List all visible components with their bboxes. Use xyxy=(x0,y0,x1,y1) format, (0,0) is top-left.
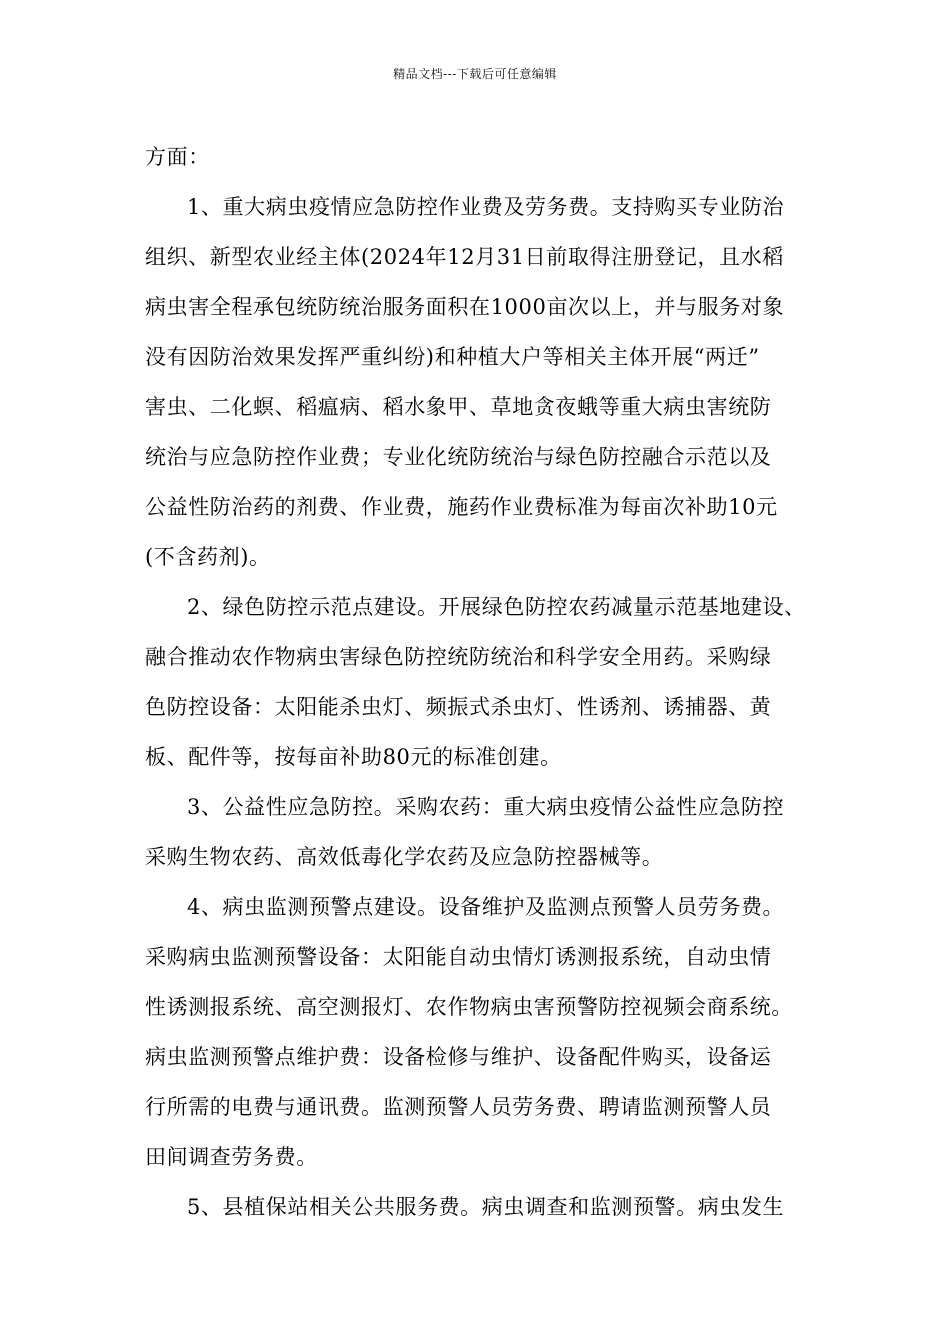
text-line: 统治与应急防控作业费；专业化统防统治与绿色防控融合示范以及 xyxy=(145,445,772,469)
text-line: 色防控设备：太阳能杀虫灯、频振式杀虫灯、性诱剂、诱捕器、黄 xyxy=(145,695,772,719)
text-line: 方面： xyxy=(145,145,210,169)
text-line: 采购病虫监测预警设备：太阳能自动虫情灯诱测报系统，自动虫情 xyxy=(145,945,772,969)
text-line: 采购生物农药、高效低毒化学农药及应急防控器械等。 xyxy=(145,845,664,869)
document-body xyxy=(145,132,815,1232)
text-line: 病虫监测预警点维护费：设备检修与维护、设备配件购买，设备运 xyxy=(145,1045,772,1069)
text-line: (不含药剂)。 xyxy=(145,545,271,569)
text-line: 公益性防治药的剂费、作业费，施药作业费标准为每亩次补助10元 xyxy=(145,495,778,519)
paragraph-5-line: 5、县植保站相关公共服务费。病虫调查和监测预警。病虫发生 xyxy=(187,1195,785,1219)
text-line: 行所需的电费与通讯费。监测预警人员劳务费、聘请监测预警人员 xyxy=(145,1095,772,1119)
paragraph-3-line: 3、公益性应急防控。采购农药：重大病虫疫情公益性应急防控 xyxy=(187,795,785,819)
page-header: 精品文档---下载后可任意编辑 xyxy=(393,67,557,81)
text-line: 性诱测报系统、高空测报灯、农作物病虫害预警防控视频会商系统。 xyxy=(145,995,793,1019)
text-line: 板、配件等，按每亩补助80元的标准创建。 xyxy=(145,745,562,769)
paragraph-4-line: 4、病虫监测预警点建设。设备维护及监测点预警人员劳务费。 xyxy=(187,895,785,919)
text-line: 融合推动农作物病虫害绿色防控统防统治和科学安全用药。采购绿 xyxy=(145,645,772,669)
paragraph-2-line: 2、绿色防控示范点建设。开展绿色防控农药减量示范基地建设、 xyxy=(187,595,806,619)
text-line: 病虫害全程承包统防统治服务面积在1000亩次以上，并与服务对象 xyxy=(145,295,785,319)
text-line: 组织、新型农业经主体(2024年12月31日前取得注册登记，且水稻 xyxy=(145,245,784,269)
paragraph-1-line: 1、重大病虫疫情应急防控作业费及劳务费。支持购买专业防治 xyxy=(187,195,785,219)
text-line: 害虫、二化螟、稻瘟病、稻水象甲、草地贪夜蛾等重大病虫害统防 xyxy=(145,395,772,419)
text-line: 没有因防治效果发挥严重纠纷)和种植大户等相关主体开展“两迁” xyxy=(145,345,760,369)
text-line: 田间调查劳务费。 xyxy=(145,1145,318,1169)
